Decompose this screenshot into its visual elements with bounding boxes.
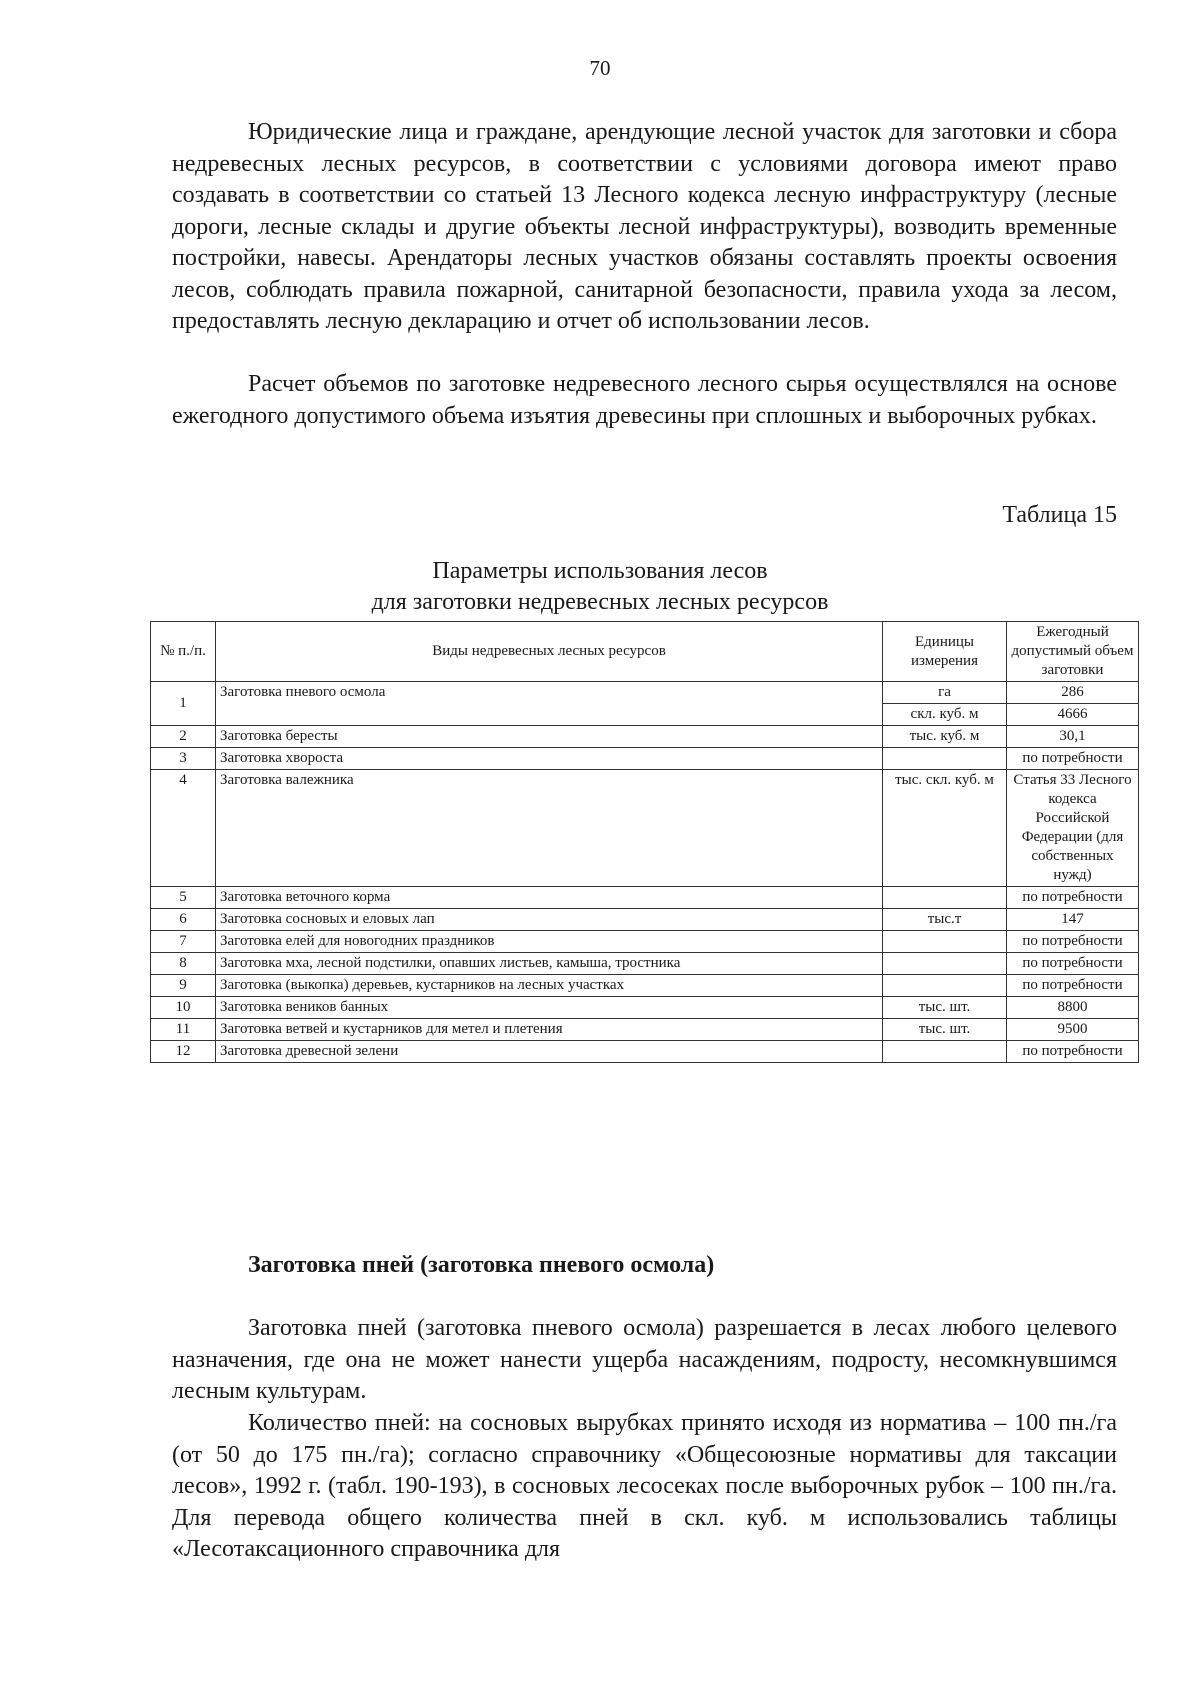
- cell-unit: [883, 748, 1007, 770]
- cell-num: 9: [151, 975, 216, 997]
- header-num: № п./п.: [151, 622, 216, 682]
- cell-volume: по потребности: [1007, 975, 1139, 997]
- table-title-line: Параметры использования лесов: [432, 558, 768, 584]
- body-paragraph: Заготовка пней (заготовка пневого осмола) разрешается в лесах любого целевого назначения, где она не может нанести ущерба насаждениям, подросту, несомкнувшимся лесным культурам.: [172, 1315, 1117, 1404]
- cell-volume: Статья 33 Лесного кодекса Российской Федерации (для собственных нужд): [1007, 770, 1139, 887]
- table-label: Таблица 15: [1002, 502, 1117, 528]
- cell-num: 3: [151, 748, 216, 770]
- table-header-row: [151, 622, 1139, 682]
- cell-num: 7: [151, 931, 216, 953]
- cell-kind: Заготовка (выкопка) деревьев, кустарников на лесных участках: [216, 975, 883, 997]
- cell-num: 5: [151, 887, 216, 909]
- cell-kind: Заготовка сосновых и еловых лап: [216, 909, 883, 931]
- cell-unit: [883, 887, 1007, 909]
- table-row: [151, 748, 1139, 770]
- cell-volume: 30,1: [1007, 726, 1139, 748]
- cell-volume: по потребности: [1007, 953, 1139, 975]
- cell-kind: Заготовка пневого осмола: [216, 682, 883, 726]
- body-paragraph: Количество пней: на сосновых вырубках принято исходя из норматива – 100 пн./га (от 50 до 175 пн./га); согласно справочнику «Общесоюзные нормативы для таксации лесов», 1992 г. (табл. 190-193), в сосновых лесосеках после выборочных рубок – 100 пн./га. Для перевода общего количества пней в скл. куб. м использовались таблицы «Лесотаксационного справочника для: [172, 1410, 1117, 1562]
- cell-volume: по потребности: [1007, 887, 1139, 909]
- cell-volume: 9500: [1007, 1019, 1139, 1041]
- table-title-line: для заготовки недревесных лесных ресурсов: [371, 589, 829, 615]
- cell-unit: га: [883, 682, 1007, 704]
- table-row: [151, 726, 1139, 748]
- header-unit: Единицы измерения: [883, 622, 1007, 682]
- cell-volume: по потребности: [1007, 931, 1139, 953]
- cell-unit: [883, 953, 1007, 975]
- cell-unit: [883, 931, 1007, 953]
- header-volume: Ежегодный допустимый объем заготовки: [1007, 622, 1139, 682]
- page-number: 70: [589, 56, 611, 80]
- table-row: [151, 931, 1139, 953]
- table-title: [0, 556, 1200, 618]
- table-row: [151, 1041, 1139, 1063]
- cell-kind: Заготовка веников банных: [216, 997, 883, 1019]
- cell-unit: тыс. скл. куб. м: [883, 770, 1007, 887]
- cell-unit: тыс. куб. м: [883, 726, 1007, 748]
- cell-unit: тыс. шт.: [883, 997, 1007, 1019]
- header-kind: Виды недревесных лесных ресурсов: [216, 622, 883, 682]
- cell-volume: по потребности: [1007, 748, 1139, 770]
- cell-kind: Заготовка древесной зелени: [216, 1041, 883, 1063]
- cell-num: 12: [151, 1041, 216, 1063]
- cell-unit: тыс.т: [883, 909, 1007, 931]
- cell-unit: [883, 975, 1007, 997]
- cell-unit: скл. куб. м: [883, 704, 1007, 726]
- table-row: [151, 682, 1139, 704]
- cell-kind: Заготовка хвороста: [216, 748, 883, 770]
- cell-num: 11: [151, 1019, 216, 1041]
- cell-kind: Заготовка валежника: [216, 770, 883, 887]
- cell-volume: по потребности: [1007, 1041, 1139, 1063]
- table-row: [151, 953, 1139, 975]
- cell-num: 6: [151, 909, 216, 931]
- body-paragraph: Расчет объемов по заготовке недревесного лесного сырья осуществлялся на основе ежегодного допустимого объема изъятия древесины при сплошных и выборочных рубках.: [172, 371, 1117, 429]
- cell-volume: 4666: [1007, 704, 1139, 726]
- table-row: [151, 887, 1139, 909]
- table-row: [151, 1019, 1139, 1041]
- cell-unit: [883, 1041, 1007, 1063]
- body-paragraph: Юридические лица и граждане, арендующие лесной участок для заготовки и сбора недревесных лесных ресурсов, в соответствии с условиями договора имеют право создавать в соответствии со статьей 13 Лесного кодекса лесную инфраструктуру (лесные дороги, лесные склады и другие объекты лесной инфраструктуры), возводить временные постройки, навесы. Арендаторы лесных участков обязаны составлять проекты освоения лесов, соблюдать правила пожарной, санитарной безопасности, правила ухода за лесом, предоставлять лесную декларацию и отчет об использовании лесов.: [172, 119, 1117, 334]
- cell-volume: 8800: [1007, 997, 1139, 1019]
- cell-kind: Заготовка ветвей и кустарников для метел и плетения: [216, 1019, 883, 1041]
- cell-volume: 147: [1007, 909, 1139, 931]
- cell-kind: Заготовка веточного корма: [216, 887, 883, 909]
- cell-kind: Заготовка елей для новогодних праздников: [216, 931, 883, 953]
- cell-num: 1: [151, 682, 216, 726]
- cell-num: 4: [151, 770, 216, 887]
- cell-num: 10: [151, 997, 216, 1019]
- cell-kind: Заготовка мха, лесной подстилки, опавших листьев, камыша, тростника: [216, 953, 883, 975]
- cell-unit: тыс. шт.: [883, 1019, 1007, 1041]
- table-row: [151, 997, 1139, 1019]
- forest-use-parameters-table: [150, 621, 1139, 1063]
- table-row: [151, 975, 1139, 997]
- cell-num: 2: [151, 726, 216, 748]
- cell-volume: 286: [1007, 682, 1139, 704]
- cell-kind: Заготовка бересты: [216, 726, 883, 748]
- section-heading: Заготовка пней (заготовка пневого осмола): [248, 1252, 715, 1278]
- table-row: [151, 909, 1139, 931]
- table-row: [151, 770, 1139, 887]
- cell-num: 8: [151, 953, 216, 975]
